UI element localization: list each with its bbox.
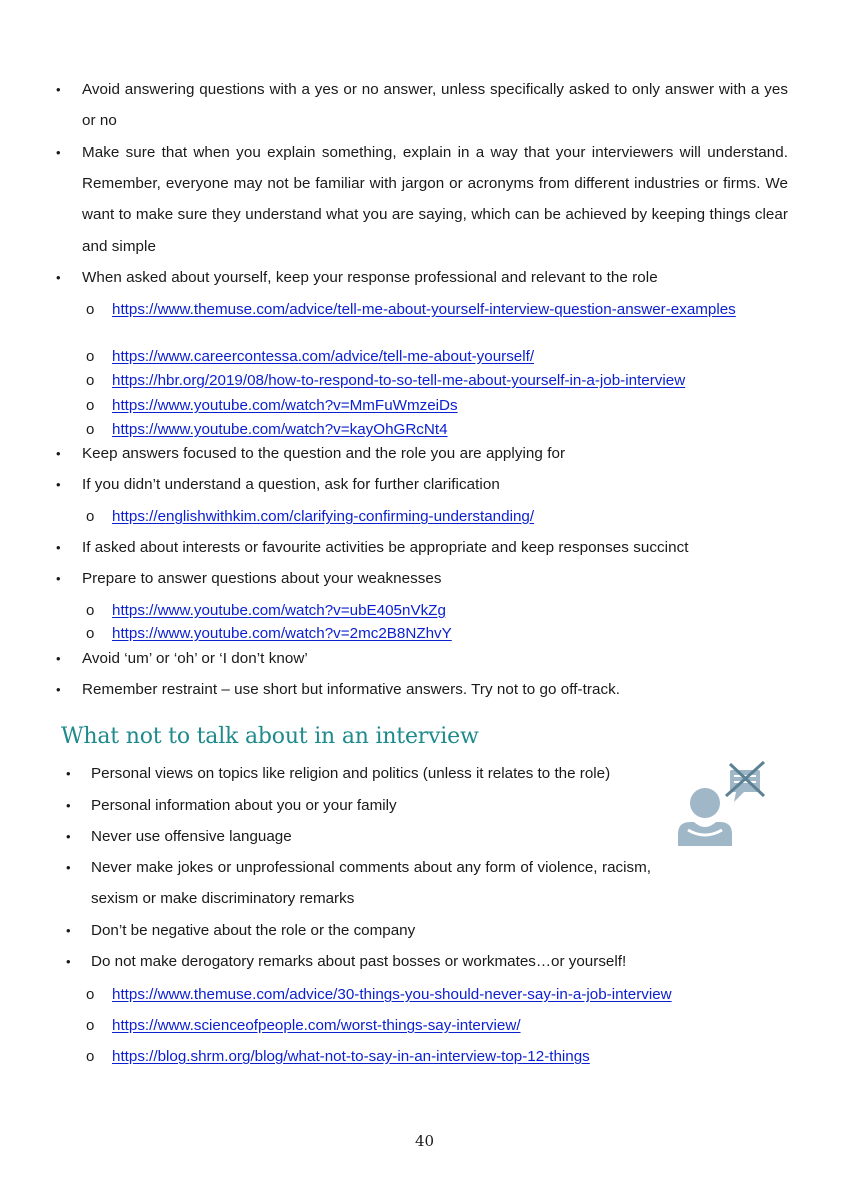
person-no-speech-icon xyxy=(674,760,770,850)
list-item: • Personal information about you or your family xyxy=(91,790,671,821)
list-item: • If you didn’t understand a question, ask for further clarification xyxy=(82,469,788,500)
link-hbr[interactable]: https://hbr.org/2019/08/how-to-respond-to-so-tell-me-about-yourself-in-a-job-interview xyxy=(112,372,686,389)
sub-list-item xyxy=(112,983,672,1006)
sub-list-item xyxy=(112,622,452,645)
link-scienceofpeople[interactable]: https://www.scienceofpeople.com/worst-things-say-interview/ xyxy=(112,1017,521,1034)
link-youtube-1[interactable]: https://www.youtube.com/watch?v=MmFuWmzeiDs xyxy=(112,397,458,414)
list-item: • Remember restraint – use short but informative answers. Try not to go off-track. xyxy=(82,674,788,705)
list-item: • Prepare to answer questions about your weaknesses xyxy=(82,563,788,594)
link-youtube-2[interactable]: https://www.youtube.com/watch?v=kayOhGRcNt4 xyxy=(112,421,448,438)
sub-list-item xyxy=(112,394,458,417)
sub-list-item xyxy=(112,505,534,528)
list-item: • Personal views on topics like religion and politics (unless it relates to the role) xyxy=(91,758,671,789)
sub-list-item xyxy=(112,599,446,622)
list-item: • When asked about yourself, keep your response professional and relevant to the role xyxy=(82,262,788,293)
link-youtube-3[interactable]: https://www.youtube.com/watch?v=ubE405nVkZg xyxy=(112,602,446,619)
link-themuse-tell-me[interactable]: https://www.themuse.com/advice/tell-me-about-yourself-interview-question-answer-examples xyxy=(112,301,736,318)
list-item: • Do not make derogatory remarks about past bosses or workmates…or yourself! xyxy=(91,946,711,977)
page-number: 40 xyxy=(414,1132,435,1150)
list-item: • If asked about interests or favourite activities be appropriate and keep responses succinct xyxy=(82,532,788,563)
list-item: • Never use offensive language xyxy=(91,821,671,852)
link-careercontessa[interactable]: https://www.careercontessa.com/advice/tell-me-about-yourself/ xyxy=(112,348,535,365)
list-item: • Never make jokes or unprofessional comments about any form of violence, racism, sexism or make discriminatory remarks xyxy=(91,852,651,914)
list-item: • Avoid ‘um’ or ‘oh’ or ‘I don’t know’ xyxy=(82,643,788,674)
sub-list-item xyxy=(112,345,534,368)
list-item: • Avoid answering questions with a yes or no answer, unless specifically asked to only answer with a yes or no xyxy=(82,74,788,136)
link-englishwithkim[interactable]: https://englishwithkim.com/clarifying-confirming-understanding/ xyxy=(112,508,535,525)
list-item: • Don’t be negative about the role or the company xyxy=(91,915,671,946)
sub-list-item xyxy=(112,369,685,392)
section-heading: What not to talk about in an interview xyxy=(61,724,479,749)
sub-list-item xyxy=(112,1014,521,1037)
list-item: • Make sure that when you explain something, explain in a way that your interviewers will understand. Remember, everyone may not be familiar with jargon or acronyms from different industries or firms. We want to make sure they understand what you are saying, which can be achieved by keeping things clear and simple xyxy=(82,137,788,262)
link-themuse-never-say[interactable]: https://www.themuse.com/advice/30-things-you-should-never-say-in-a-job-interview xyxy=(112,986,672,1003)
list-item: • Keep answers focused to the question and the role you are applying for xyxy=(82,438,788,469)
sub-list-item xyxy=(112,298,762,321)
link-shrm[interactable]: https://blog.shrm.org/blog/what-not-to-say-in-an-interview-top-12-things xyxy=(112,1048,590,1065)
sub-list-item xyxy=(112,1045,590,1068)
link-youtube-4[interactable]: https://www.youtube.com/watch?v=2mc2B8NZhvY xyxy=(112,625,452,642)
